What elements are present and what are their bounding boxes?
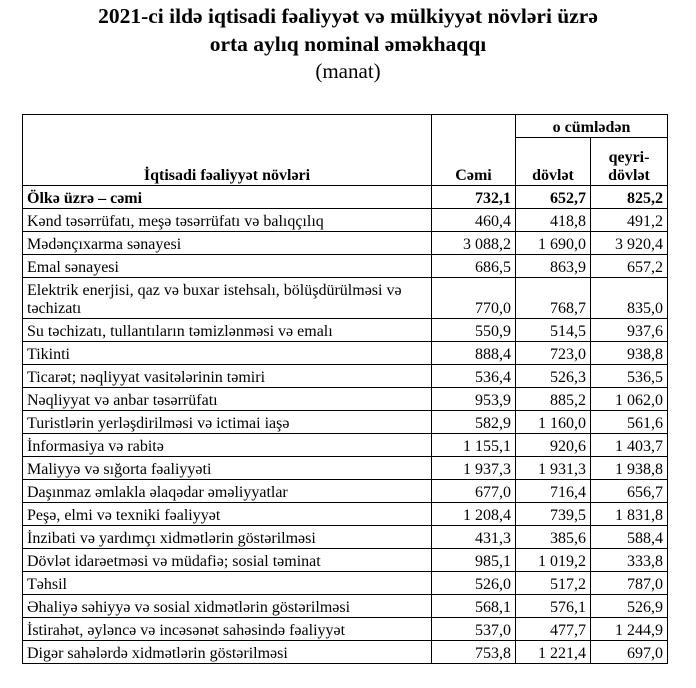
activity-cell: Nəqliyyat və anbar təsərrüfatı bbox=[23, 388, 432, 411]
header-group: o cümlədən bbox=[516, 115, 668, 138]
total-cell: 677,0 bbox=[432, 480, 516, 503]
activity-cell: Təhsil bbox=[23, 572, 432, 595]
table-row bbox=[23, 411, 668, 434]
table-row bbox=[23, 319, 668, 342]
nonstate-cell: 526,9 bbox=[591, 595, 668, 618]
table-row bbox=[23, 365, 668, 388]
total-cell: 732,1 bbox=[432, 186, 516, 209]
activity-cell: Ticarət; nəqliyyat vasitələrinin təmiri bbox=[23, 365, 432, 388]
table-row bbox=[23, 186, 668, 209]
table-row bbox=[23, 503, 668, 526]
table-row bbox=[23, 232, 668, 255]
header-state: dövlət bbox=[516, 138, 591, 186]
nonstate-cell: 656,7 bbox=[591, 480, 668, 503]
table-row bbox=[23, 480, 668, 503]
total-cell: 536,4 bbox=[432, 365, 516, 388]
state-cell: 723,0 bbox=[516, 342, 591, 365]
state-cell: 920,6 bbox=[516, 434, 591, 457]
wage-table bbox=[22, 114, 668, 664]
table-row bbox=[23, 549, 668, 572]
table-row bbox=[23, 618, 668, 641]
total-cell: 985,1 bbox=[432, 549, 516, 572]
nonstate-cell: 835,0 bbox=[591, 278, 668, 319]
state-cell: 1 019,2 bbox=[516, 549, 591, 572]
activity-cell: Daşınmaz əmlakla əlaqədar əməliyyatlar bbox=[23, 480, 432, 503]
state-cell: 863,9 bbox=[516, 255, 591, 278]
document-title-line1: 2021-ci ildə iqtisadi fəaliyyət və mülkiyyət növləri üzrə bbox=[98, 4, 598, 28]
nonstate-cell: 333,8 bbox=[591, 549, 668, 572]
state-cell: 652,7 bbox=[516, 186, 591, 209]
nonstate-cell: 1 062,0 bbox=[591, 388, 668, 411]
total-cell: 568,1 bbox=[432, 595, 516, 618]
activity-cell: Mədənçıxarma sənayesi bbox=[23, 232, 432, 255]
activity-cell: Əhaliyə səhiyyə və sosial xidmətlərin göstərilməsi bbox=[23, 595, 432, 618]
table-row bbox=[23, 572, 668, 595]
activity-cell: Tikinti bbox=[23, 342, 432, 365]
state-cell: 739,5 bbox=[516, 503, 591, 526]
header-activity: İqtisadi fəaliyyət növləri bbox=[23, 115, 432, 186]
state-cell: 1 160,0 bbox=[516, 411, 591, 434]
state-cell: 526,3 bbox=[516, 365, 591, 388]
nonstate-cell: 1 244,9 bbox=[591, 618, 668, 641]
activity-cell: Ölkə üzrə – cəmi bbox=[23, 186, 432, 209]
activity-cell: Dövlət idarəetməsi və müdafiə; sosial təminat bbox=[23, 549, 432, 572]
nonstate-cell: 937,6 bbox=[591, 319, 668, 342]
activity-cell: İstirahət, əyləncə və incəsənət sahəsində fəaliyyət bbox=[23, 618, 432, 641]
nonstate-cell: 588,4 bbox=[591, 526, 668, 549]
nonstate-cell: 536,5 bbox=[591, 365, 668, 388]
total-cell: 582,9 bbox=[432, 411, 516, 434]
activity-cell: Su təchizatı, tullantıların təmizlənməsi və emalı bbox=[23, 319, 432, 342]
total-cell: 460,4 bbox=[432, 209, 516, 232]
nonstate-cell: 491,2 bbox=[591, 209, 668, 232]
activity-cell: Kənd təsərrüfatı, meşə təsərrüfatı və balıqçılıq bbox=[23, 209, 432, 232]
activity-cell: Maliyyə və sığorta fəaliyyəti bbox=[23, 457, 432, 480]
nonstate-cell: 1 938,8 bbox=[591, 457, 668, 480]
state-cell: 1 931,3 bbox=[516, 457, 591, 480]
total-cell: 753,8 bbox=[432, 641, 516, 664]
total-cell: 526,0 bbox=[432, 572, 516, 595]
state-cell: 768,7 bbox=[516, 278, 591, 319]
document-title-line2: orta aylıq nominal əməkhaqqı bbox=[209, 32, 487, 56]
total-cell: 888,4 bbox=[432, 342, 516, 365]
state-cell: 418,8 bbox=[516, 209, 591, 232]
state-cell: 1 221,4 bbox=[516, 641, 591, 664]
total-cell: 537,0 bbox=[432, 618, 516, 641]
state-cell: 1 690,0 bbox=[516, 232, 591, 255]
nonstate-cell: 697,0 bbox=[591, 641, 668, 664]
nonstate-cell: 1 831,8 bbox=[591, 503, 668, 526]
total-cell: 686,5 bbox=[432, 255, 516, 278]
table-row bbox=[23, 255, 668, 278]
nonstate-cell: 561,6 bbox=[591, 411, 668, 434]
total-cell: 1 155,1 bbox=[432, 434, 516, 457]
table-row bbox=[23, 388, 668, 411]
state-cell: 885,2 bbox=[516, 388, 591, 411]
nonstate-cell: 1 403,7 bbox=[591, 434, 668, 457]
state-cell: 517,2 bbox=[516, 572, 591, 595]
header-total: Cəmi bbox=[432, 115, 516, 186]
total-cell: 3 088,2 bbox=[432, 232, 516, 255]
activity-cell: Peşə, elmi və texniki fəaliyyət bbox=[23, 503, 432, 526]
state-cell: 385,6 bbox=[516, 526, 591, 549]
nonstate-cell: 938,8 bbox=[591, 342, 668, 365]
table-row bbox=[23, 457, 668, 480]
state-cell: 576,1 bbox=[516, 595, 591, 618]
activity-cell: Digər sahələrdə xidmətlərin göstərilməsi bbox=[23, 641, 432, 664]
nonstate-cell: 787,0 bbox=[591, 572, 668, 595]
nonstate-cell: 657,2 bbox=[591, 255, 668, 278]
activity-cell: Emal sənayesi bbox=[23, 255, 432, 278]
activity-cell: Turistlərin yerləşdirilməsi və ictimai iaşə bbox=[23, 411, 432, 434]
nonstate-cell: 825,2 bbox=[591, 186, 668, 209]
total-cell: 770,0 bbox=[432, 278, 516, 319]
table-row bbox=[23, 209, 668, 232]
table-row bbox=[23, 526, 668, 549]
table-row bbox=[23, 278, 668, 319]
unit-label: (manat) bbox=[315, 59, 381, 83]
nonstate-cell: 3 920,4 bbox=[591, 232, 668, 255]
state-cell: 477,7 bbox=[516, 618, 591, 641]
total-cell: 550,9 bbox=[432, 319, 516, 342]
table-body bbox=[23, 186, 668, 664]
activity-cell: Elektrik enerjisi, qaz və buxar istehsalı, bölüşdürülməsi və təchizatı bbox=[23, 278, 432, 319]
table-row bbox=[23, 434, 668, 457]
table-row bbox=[23, 342, 668, 365]
state-cell: 514,5 bbox=[516, 319, 591, 342]
table-row bbox=[23, 595, 668, 618]
activity-cell: İnformasiya və rabitə bbox=[23, 434, 432, 457]
total-cell: 953,9 bbox=[432, 388, 516, 411]
state-cell: 716,4 bbox=[516, 480, 591, 503]
activity-cell: İnzibati və yardımçı xidmətlərin göstərilməsi bbox=[23, 526, 432, 549]
total-cell: 1 937,3 bbox=[432, 457, 516, 480]
header-nonstate: qeyri-dövlət bbox=[591, 138, 668, 186]
total-cell: 431,3 bbox=[432, 526, 516, 549]
table-row bbox=[23, 641, 668, 664]
total-cell: 1 208,4 bbox=[432, 503, 516, 526]
